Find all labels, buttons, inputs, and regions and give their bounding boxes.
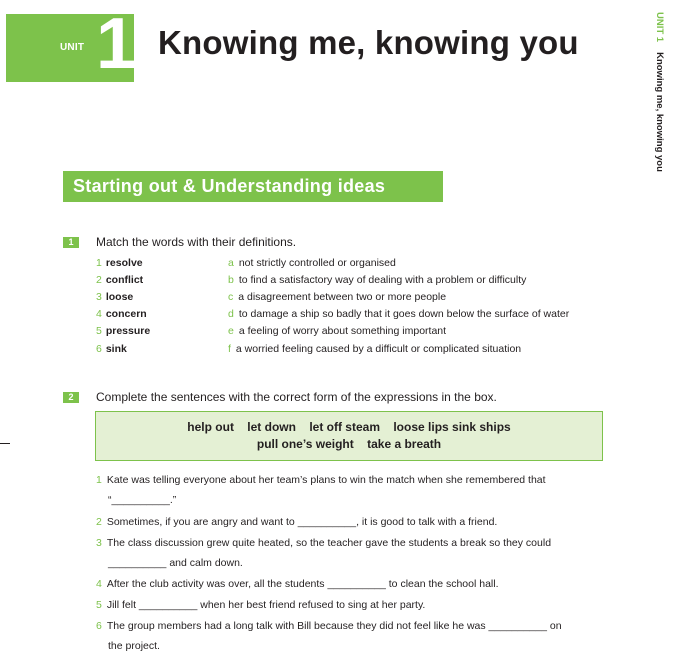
expression: help out <box>187 420 234 434</box>
match-word-number: 5 <box>96 325 102 337</box>
sentence-number: 1 <box>96 474 102 486</box>
exercise-number-1: 1 <box>63 237 79 248</box>
expression: let off steam <box>309 420 380 434</box>
match-definition-letter: d <box>228 308 234 320</box>
match-word-number: 4 <box>96 308 102 320</box>
match-definition-text: to find a satisfactory way of dealing with a problem or difficulty <box>238 274 527 286</box>
match-word-number: 6 <box>96 343 102 355</box>
match-row <box>96 274 636 292</box>
match-word <box>96 308 147 320</box>
match-definition-text: a feeling of worry about something important <box>238 325 447 337</box>
match-definition-letter: c <box>228 291 234 303</box>
unit-number: 1 <box>96 4 137 84</box>
exercise-number-2: 2 <box>63 392 79 403</box>
expression-box-line-1 <box>96 419 602 436</box>
match-word-text: loose <box>105 291 134 303</box>
match-definition-text: a worried feeling caused by a difficult or complicated situation <box>235 343 522 355</box>
exercise-1-instruction: Match the words with their definitions. <box>96 235 297 249</box>
match-word-number: 1 <box>96 257 102 269</box>
match-definition <box>228 274 526 286</box>
section-title: Starting out & Understanding ideas <box>63 171 443 202</box>
match-row <box>96 291 636 309</box>
match-word <box>96 343 127 355</box>
match-definition-letter: e <box>228 325 234 337</box>
sentence <box>96 537 616 549</box>
page-title: Knowing me, knowing you <box>158 24 579 61</box>
sentence-number: 6 <box>96 620 102 632</box>
match-definition <box>228 257 396 269</box>
sentence-text: The class discussion grew quite heated, so the teacher gave the students a break so they could <box>106 537 552 549</box>
match-row <box>96 325 636 343</box>
match-definition <box>228 325 446 337</box>
side-tab-unit: UNIT 1 <box>654 12 665 43</box>
sentence-number: 2 <box>96 516 102 528</box>
match-word <box>96 274 143 286</box>
match-word-text: pressure <box>105 325 151 337</box>
sentence-number: 4 <box>96 578 102 590</box>
match-word <box>96 257 143 269</box>
expression-box-line-2 <box>96 436 602 453</box>
match-definition-letter: f <box>228 343 231 355</box>
match-definition-text: to damage a ship so badly that it goes down below the surface of water <box>238 308 570 320</box>
match-definition-letter: a <box>228 257 234 269</box>
match-definition-letter: b <box>228 274 234 286</box>
match-word <box>96 291 133 303</box>
expression: pull one’s weight <box>256 437 354 451</box>
match-definition <box>228 291 446 303</box>
match-word-text: resolve <box>105 257 143 269</box>
match-definition-text: not strictly controlled or organised <box>238 257 396 269</box>
sentence <box>96 620 616 632</box>
match-word-number: 2 <box>96 274 102 286</box>
unit-badge <box>6 4 137 84</box>
match-row <box>96 257 636 275</box>
match-definition <box>228 308 569 320</box>
expression: loose lips sink ships <box>393 420 511 434</box>
match-word-text: concern <box>105 308 147 320</box>
sentence-text: After the club activity was over, all the students __________ to clean the school hall. <box>106 578 499 590</box>
sentence <box>96 516 616 528</box>
sentence-text: Jill felt __________ when her best friend refused to sing at her party. <box>106 599 426 611</box>
side-tab-title: Knowing me, knowing you <box>654 52 665 172</box>
unit-label: UNIT <box>60 42 85 53</box>
sentence <box>96 474 616 486</box>
sentence-number: 5 <box>96 599 102 611</box>
margin-tick <box>0 443 10 444</box>
match-row <box>96 343 636 361</box>
sentence-text: Kate was telling everyone about her team’s plans to win the match when she remembered that <box>106 474 546 486</box>
match-word-text: conflict <box>105 274 144 286</box>
match-word-number: 3 <box>96 291 102 303</box>
sentence <box>96 578 616 590</box>
match-word-text: sink <box>105 343 127 355</box>
expression-box <box>95 411 603 461</box>
sentence-continuation: “__________.” <box>108 494 177 506</box>
sentence <box>96 599 616 611</box>
exercise-2-instruction: Complete the sentences with the correct form of the expressions in the box. <box>96 390 497 404</box>
sentence-continuation: __________ and calm down. <box>108 557 243 569</box>
sentence-text: Sometimes, if you are angry and want to __________, it is good to talk with a friend. <box>106 516 498 528</box>
expression: let down <box>247 420 296 434</box>
expression: take a breath <box>367 437 442 451</box>
sentence-text: The group members had a long talk with Bill because they did not feel like he was __________ on <box>106 620 562 632</box>
match-definition-text: a disagreement between two or more people <box>238 291 447 303</box>
match-word <box>96 325 150 337</box>
match-row <box>96 308 636 326</box>
sentence-number: 3 <box>96 537 102 549</box>
side-tab <box>649 12 665 192</box>
sentence-continuation: the project. <box>108 640 160 652</box>
match-definition <box>228 343 521 355</box>
